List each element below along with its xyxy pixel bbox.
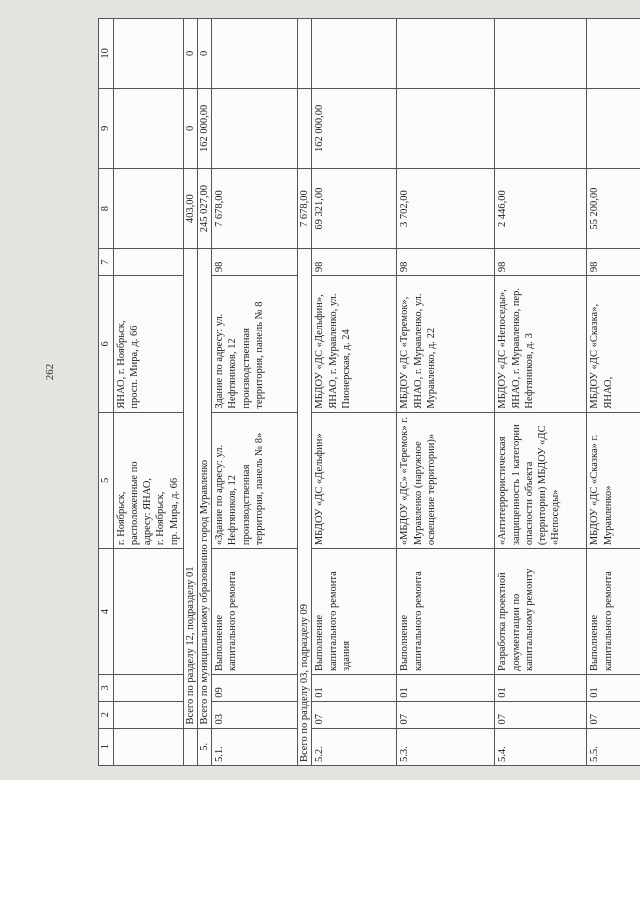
col-num: 3	[99, 675, 114, 702]
cell-object: «МБДОУ «ДС» «Теремок» г. Муравленко (наружное освещение территории)»	[397, 412, 495, 549]
col-num: 4	[99, 549, 114, 675]
cell-col9	[495, 88, 587, 168]
cell-subsection: 01	[587, 675, 640, 702]
cell-code: 98	[312, 249, 397, 276]
cell-subsection: 01	[495, 675, 587, 702]
cell-section: 03	[212, 701, 298, 728]
cell-section: 07	[495, 701, 587, 728]
municipality-col8: 245 027,00	[198, 169, 212, 249]
cell-address: Здание по адресу: ул. Нефтяников, 12 производственная территория, панель № 8	[212, 276, 298, 413]
cell-work: Разработка проектной документации по капитальному ремонту	[495, 549, 587, 675]
table-row	[587, 19, 640, 766]
cell-subsection: 01	[312, 675, 397, 702]
cell-object: г. Ноябрьск, расположенные по адресу: ЯНАО, г. Ноябрьск, пр. Мира, д. 66	[114, 412, 184, 549]
col-num: 10	[99, 19, 114, 89]
subtotal-label: Всего по разделу 03, подразделу 09	[298, 249, 312, 766]
capital-repair-table	[98, 18, 640, 766]
cell-section: 07	[397, 701, 495, 728]
cell-address: ЯНАО, г. Ноябрьск, просп. Мира, д. 66	[114, 276, 184, 413]
municipality-col10: 0	[198, 19, 212, 89]
table-row	[312, 19, 397, 766]
page-number: 262	[44, 363, 56, 381]
rotated-table-wrapper	[98, 18, 638, 766]
cell-num: 5.3.	[397, 728, 495, 765]
subtotal-row	[298, 19, 312, 766]
cell-address: МБДОУ «ДС «Сказка», ЯНАО,	[587, 276, 640, 413]
cell-col8: 7 678,00	[212, 169, 298, 249]
table-row	[397, 19, 495, 766]
cell-code: 98	[397, 249, 495, 276]
cell-work: Выполнение капитального ремонта	[587, 549, 640, 675]
cell-code: 98	[212, 249, 298, 276]
cell-num: 5.5.	[587, 728, 640, 765]
subtotal-col9: 0	[184, 88, 198, 168]
cell-num: 5.4.	[495, 728, 587, 765]
table-row	[114, 19, 184, 766]
cell-subsection: 09	[212, 675, 298, 702]
cell-code: 98	[495, 249, 587, 276]
cell-col9: 162 000,00	[312, 88, 397, 168]
cell-section: 07	[587, 701, 640, 728]
col-num: 7	[99, 249, 114, 276]
municipality-total-row	[198, 19, 212, 766]
cell-work: Выполнение капитального ремонта	[397, 549, 495, 675]
subtotal-row	[184, 19, 198, 766]
cell-num: 5.1.	[212, 728, 298, 765]
cell-work: Выполнение капитального ремонта	[212, 549, 298, 675]
col-num: 5	[99, 412, 114, 549]
table-row	[495, 19, 587, 766]
subtotal-col8: 403,00	[184, 169, 198, 249]
col-num: 6	[99, 276, 114, 413]
cell-col9	[397, 88, 495, 168]
col-num: 9	[99, 88, 114, 168]
subtotal-label: Всего по разделу 12, подразделу 01	[184, 249, 198, 728]
cell-col10	[495, 19, 587, 89]
cell-col10	[212, 19, 298, 89]
cell-section: 07	[312, 701, 397, 728]
cell-col9	[212, 88, 298, 168]
cell-address: МБДОУ «ДС «Дельфин», ЯНАО, г. Муравленко, ул. Пионерская, д. 24	[312, 276, 397, 413]
cell-address: МБДОУ «ДС «Теремок», ЯНАО, г. Муравленко, ул. Муравленко, д. 22	[397, 276, 495, 413]
cell-num: 5.	[198, 728, 212, 765]
cell-object: МБДОУ «ДС «Сказка» г. Муравленко»	[587, 412, 640, 549]
cell-subsection: 01	[397, 675, 495, 702]
cell-col8: 69 321,00	[312, 169, 397, 249]
cell-col8: 2 446,00	[495, 169, 587, 249]
cell-col8: 55 200,00	[587, 169, 640, 249]
col-num: 2	[99, 701, 114, 728]
cell-num: 5.2.	[312, 728, 397, 765]
cell-col10	[587, 19, 640, 89]
cell-address: МБДОУ «ДС «Непоседы», ЯНАО, г. Муравленко, пер. Нефтяников, д. 3	[495, 276, 587, 413]
cell-object: «Антитеррористическая защищенность 1 категории опасности объекта (территории) МБДОУ «ДС «Непоседы»	[495, 412, 587, 549]
cell-col10	[312, 19, 397, 89]
cell-object: МБДОУ «ДС «Дельфин»	[312, 412, 397, 549]
subtotal-col8: 7 678,00	[298, 169, 312, 249]
table-row	[212, 19, 298, 766]
cell-col9	[587, 88, 640, 168]
cell-code: 98	[587, 249, 640, 276]
cell-col8: 3 702,00	[397, 169, 495, 249]
subtotal-col10: 0	[184, 19, 198, 89]
municipality-col9: 162 000,00	[198, 88, 212, 168]
cell-object: «Здание по адресу: ул. Нефтяников, 12 производственная территория, панель № 8»	[212, 412, 298, 549]
column-number-row	[99, 19, 114, 766]
col-num: 1	[99, 728, 114, 765]
cell-work: Выполнение капитального ремонта здания	[312, 549, 397, 675]
municipality-label: Всего по муниципальному образованию город Муравленко	[198, 249, 212, 728]
col-num: 8	[99, 169, 114, 249]
cell-col10	[397, 19, 495, 89]
